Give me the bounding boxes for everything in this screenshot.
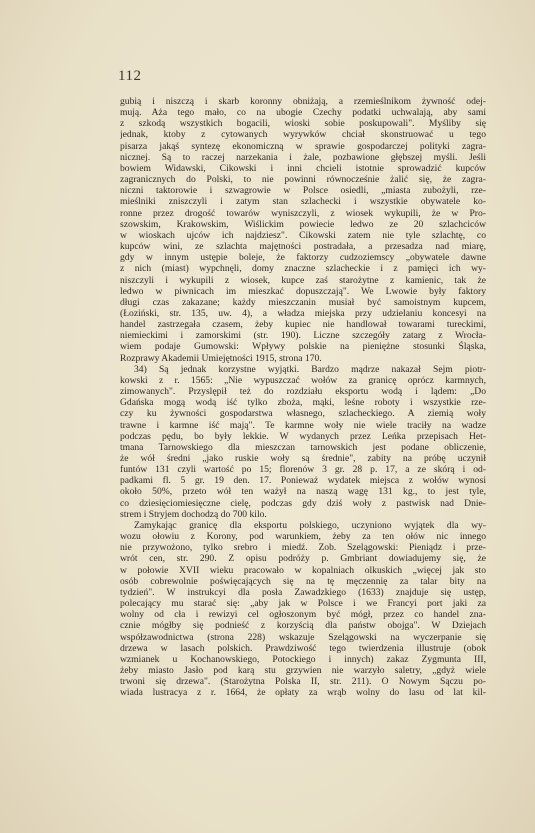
- text-line: tydzień". W instrukcyi dla posła Zawadzkiego (1633) znajduje się ustęp,: [120, 586, 486, 598]
- text-line: padkami fl. 5 gr. 19 den. 17. Ponieważ wydatek miejsca z wołów wynosi: [120, 475, 486, 487]
- text-line: wozu ołowiu z Korony, pod warunkiem, żeby za ten ołów nic innego: [120, 531, 486, 543]
- text-line: bowiem Widawski, Cikowski i inni chcieli istotnie sprowadzić kupców: [120, 162, 486, 174]
- text-line: Rozprawy Akademii Umiejętności 1915, strona 170.: [120, 352, 322, 364]
- text-line: (Łoziński, str. 135, uw. 4), a władza miejska przy udzielaniu koncesyi na: [120, 307, 486, 319]
- text-line: wiem podaje Gumowski: Wpływy polskie na pieniężne stosunki Śląska,: [120, 341, 486, 353]
- body-text: [120, 96, 486, 698]
- text-line: podczas pędu, bo były lekkie. W wydanych przez Leńka przepisach Het-: [120, 430, 486, 442]
- text-line: kowski z r. 1565: „Nie wypuszczać wołów za granicę oprócz karmnych,: [120, 374, 486, 386]
- text-line: wzmianek u Kochanowskiego, Potockiego i innych) zakaz Zygmunta III,: [120, 653, 486, 665]
- text-line: polecający mu starać się: „aby jak w Polsce i we Francyi port jaki za: [120, 598, 486, 610]
- text-line: żeby miasto Jasło pod karą stu grzywien nie warzyło saletry, „gdyż wiele: [120, 664, 486, 676]
- text-line: 34) Są jednak korzystne wyjątki. Bardzo mądrze nakazał Sejm piotr-: [134, 363, 486, 375]
- page-number: 112: [118, 68, 142, 84]
- text-line: tmana Tarnowskiego dla mieszczan tarnowskich jest podane obliczenie,: [120, 441, 486, 453]
- text-line: gubią i niszczą i skarb koronny obniżają, a rzemieślnikom żywność odej-: [120, 96, 486, 107]
- text-line: szowskim, Krakowskim, Wiślickim powiecie ledwo ze 20 szlachciców: [120, 218, 486, 230]
- text-line: długi czas zakazane; każdy mieszczanin musiał być samoistnym kupcem,: [120, 296, 486, 308]
- text-line: gdy w innym ustępie boleje, że faktorzy cudzoziemscy „obywatele dawne: [120, 252, 486, 264]
- text-line: mują. Aża tego mało, co na ubogie Czechy podatki uchwalają, aby sami: [120, 107, 486, 119]
- text-line: że wół średni „jako ruskie woły są średnie", zabity na próbę uczynił: [120, 453, 486, 464]
- text-line: ronne przez drogość towarów wyniszczyli, z wiosek wykupili, że w Pro-: [120, 207, 486, 219]
- text-line: Zamykając granicę dla eksportu polskiego, uczyniono wyjątek dla wy-: [134, 519, 486, 531]
- text-line: kupców wini, ze szlachta majętności postradała, a przesadza nad miarę,: [120, 241, 486, 253]
- text-line: osób cobrewolnie poświęcających się na tę męczennię za talar bity na: [120, 575, 486, 587]
- text-line: około 50%, przeto wół ten ważył na naszą wagę 131 kg., to jest tyle,: [120, 486, 486, 498]
- text-line: niemieckimi i zamorskimi (str. 190). Liczne szczegóły zatarg z Wrocła-: [120, 330, 486, 342]
- text-line: drzewa w lasach polskich. Prawdziwość tego twierdzenia illustruje (obok: [120, 642, 486, 654]
- text-line: czy ku żywności gospodarstwa własnego, szlacheckiego. A ziemią woły: [120, 408, 486, 420]
- text-line: nicznej. Są to raczej narzekania i żale, pozbawione głębszej myśli. Jeśli: [120, 151, 486, 163]
- text-line: w połowie XVII wieku pracowało w kopalniach olkuskich „więcej jak sto: [120, 564, 486, 576]
- text-line: trawne i karmne iść mają". Te karmne woły nie wiele traciły na wadze: [120, 419, 486, 431]
- text-line: strem i Stryjem dochodzą do 700 kilo.: [120, 508, 267, 520]
- text-line: pisarza jakąś syntezę ekonomiczną w sprawie gospodarczej polityki zagra-: [120, 140, 486, 152]
- text-line: z nich (miast) wypchnęli, domy znaczne szlacheckie i z pamięci ich wy-: [120, 263, 486, 275]
- text-line: niczni taktorowie i szwagrowie w Polsce osiedli, „miasta zubożyli, rze-: [120, 185, 486, 197]
- text-line: Gdańska mogą wodą iść tylko zboża, mąki, leśne roboty i wszystkie rze-: [120, 397, 486, 409]
- text-line: handel zastrzegała czasem, żeby kupiec nie handlował towarami tureckimi,: [120, 319, 486, 331]
- text-line: niszczyli i wykupili z wiosek, kupce zaś starożytne z kamienic, tak że: [120, 274, 486, 286]
- text-line: funtów 131 czyli wartość po 15; florenów 3 gr. 28 p. 17, a ze skórą i od-: [120, 464, 486, 476]
- text-line: zimowanych". Przyslępił też do rozdziału eksportu wodą i lądem: „Do: [120, 386, 486, 398]
- text-line: trwoni się drzewa". (Starożytna Polska II, str. 211). O Nowym Sączu po-: [120, 676, 486, 688]
- text-line: co dziesięciomiesięczne cielę, podczas gdy dziś woły z pastwisk nad Dnie-: [120, 497, 486, 509]
- text-line: wrót cen, str. 290. Z opisu podróży p. Gmbriant dowiadujemy się, że: [120, 553, 486, 565]
- text-line: zagranicznych do Polski, to nie powinni równocześnie żalić się, że zagra-: [120, 174, 486, 186]
- text-line: ledwo w piwnicach im mieszkać dopuszczają". We Lwowie były faktory: [120, 285, 486, 297]
- text-line: jednak, ktoby z cytowanych wyrywków chciał skonstruować u tego: [120, 129, 486, 141]
- text-line: mieślniki zniszczyli i zatym stan szlachecki i wszystkie obywatele ko-: [120, 196, 486, 208]
- text-line: wiada lustracya z r. 1664, że opłaty za wrąb wolny do lasu od lat kil-: [120, 687, 486, 699]
- text-line: cznie mógłby się podnieść z korzyścią dla państw obojga". W Dziejach: [120, 620, 486, 632]
- text-line: współzawodnictwa (strona 228) wskazuje Szelągowski na wyczerpanie się: [120, 631, 486, 643]
- text-line: z szkodą wszystkich bogacili, wioski sobie poskupowali". Myśliby się: [120, 118, 486, 130]
- text-line: w wioskach ujców ich najdziesz". Cikowski zatem nie tyle szlachtę, co: [120, 229, 486, 241]
- text-line: nie przywożono, tylko srebro i miedź. Zob. Szelągowski: Pieniądz i prze-: [120, 542, 486, 554]
- text-line: wolny od cła i rewizyi cel ogłoszonym być mógł, przez co handel zna-: [120, 609, 486, 621]
